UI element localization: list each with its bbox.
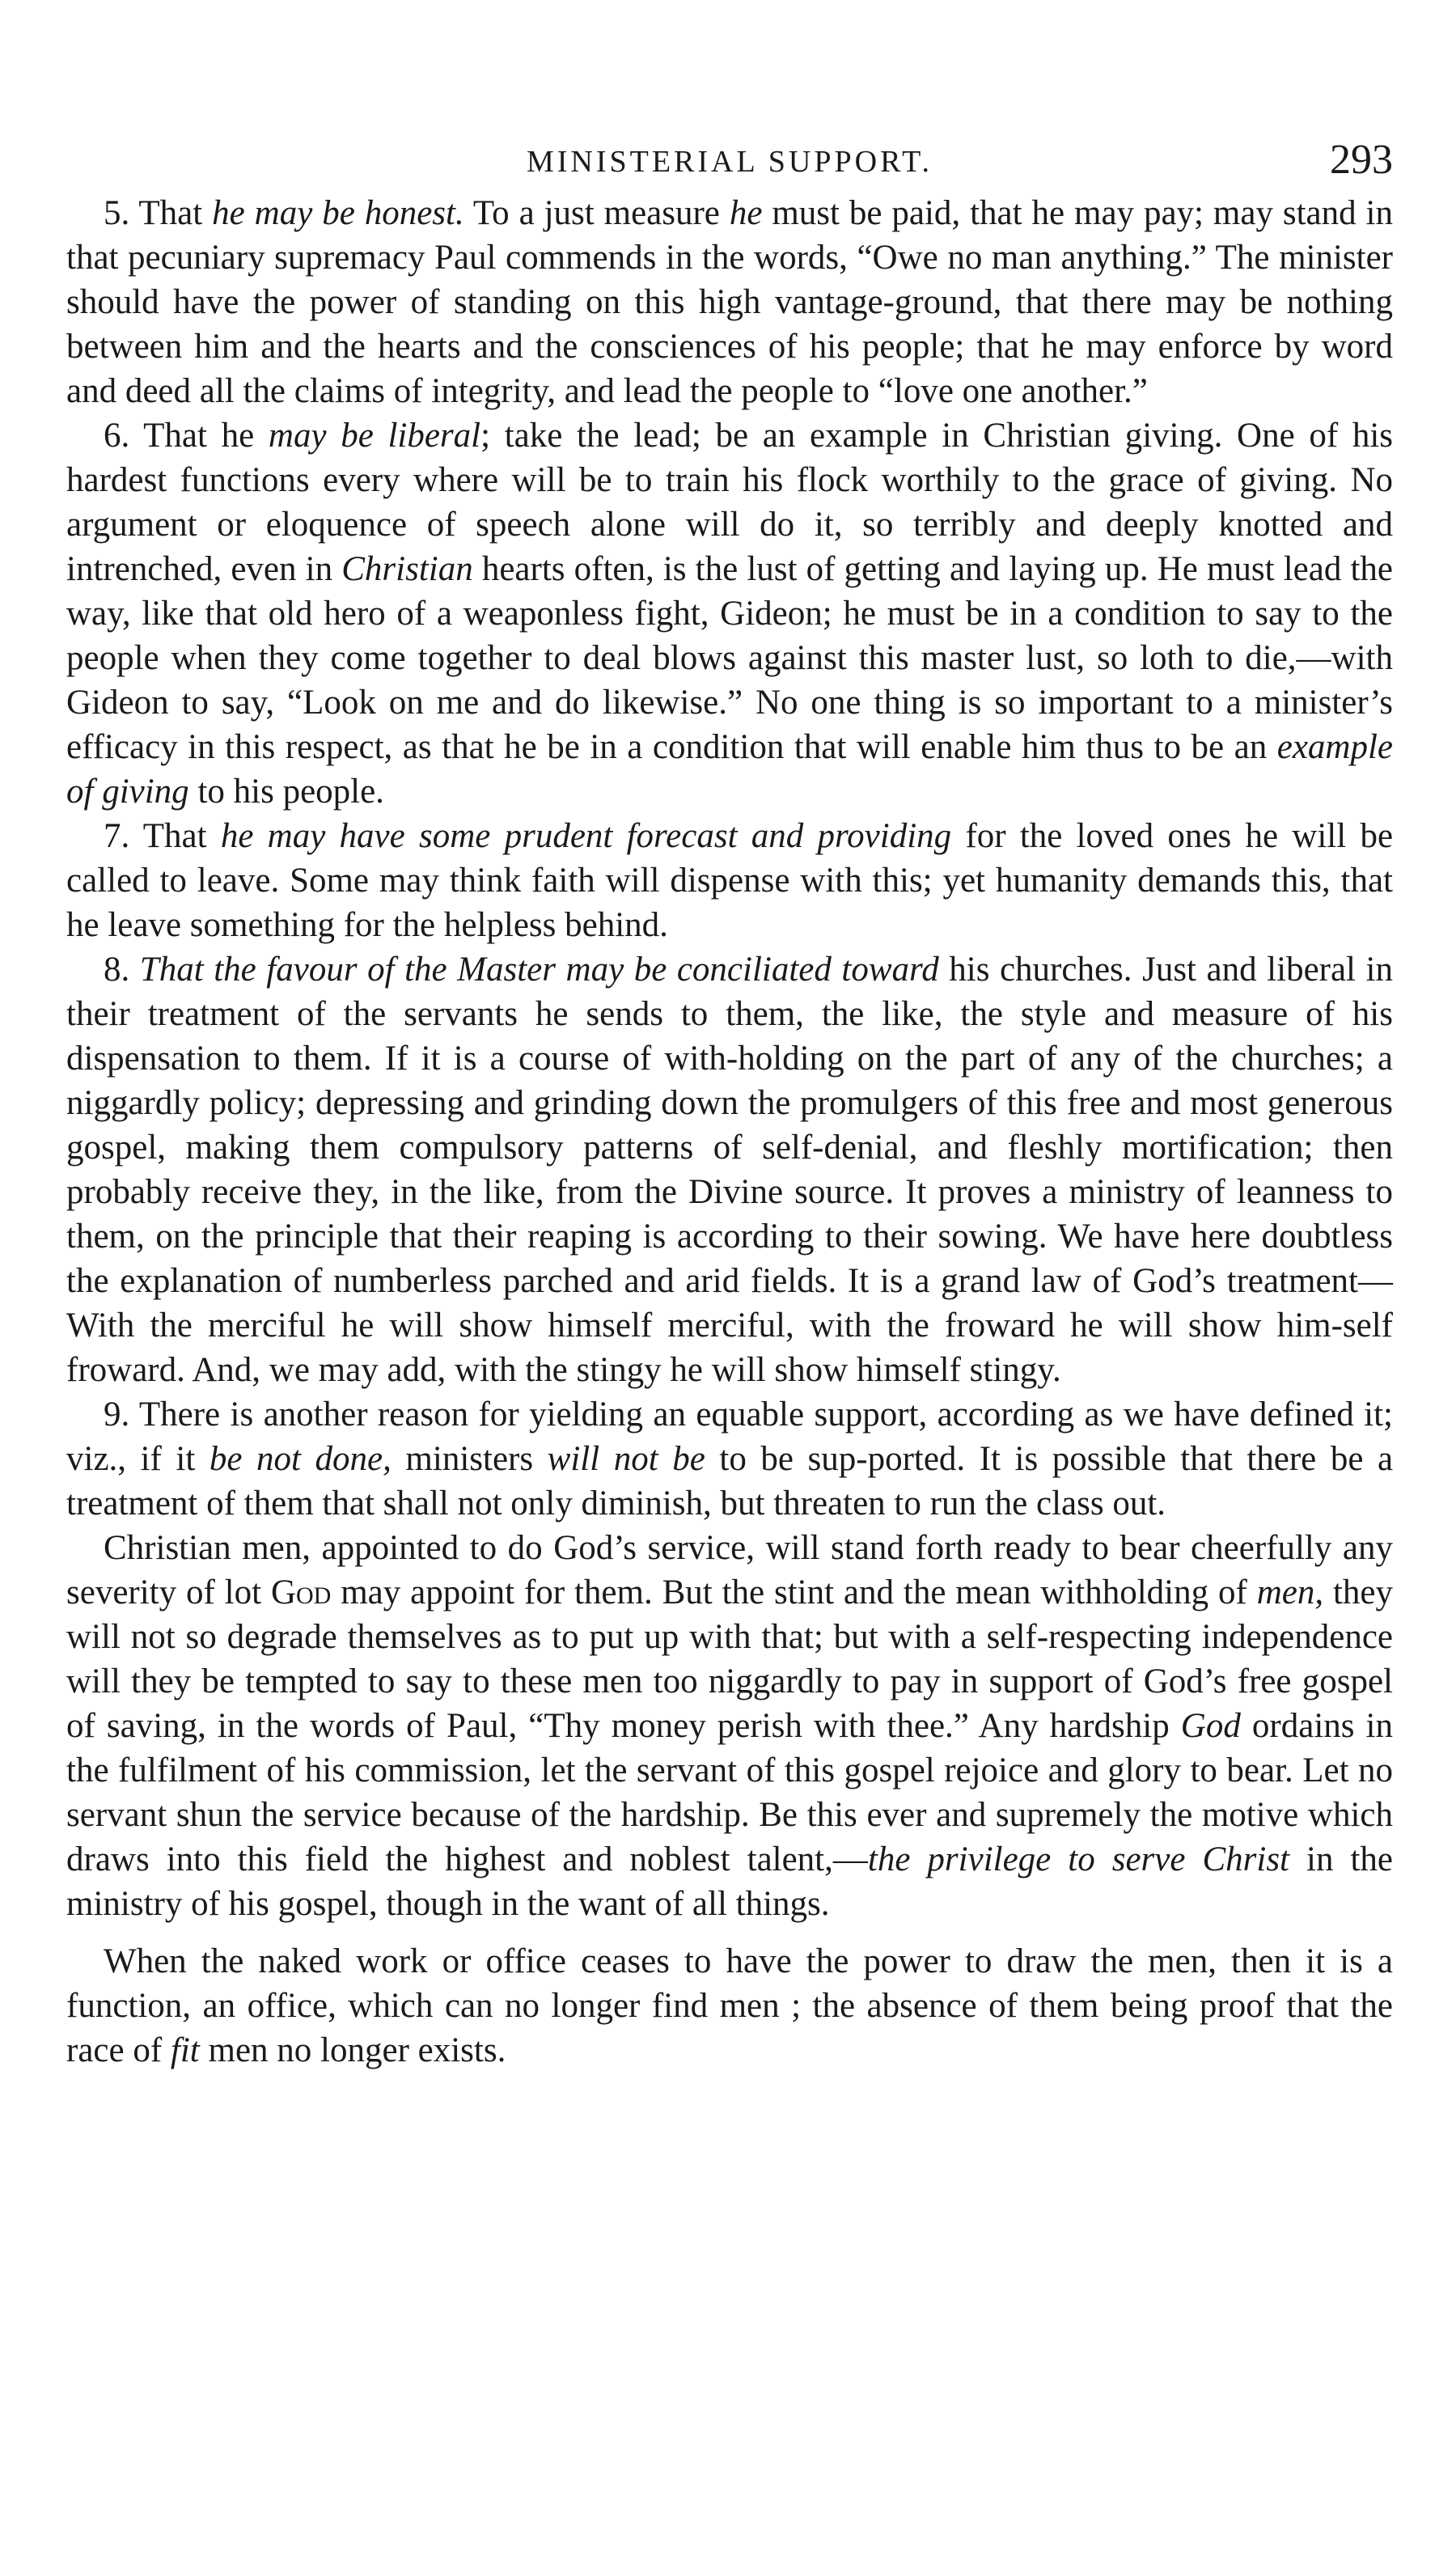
paragraph-5 (66, 191, 1393, 413)
italic-run: be not done, (209, 1440, 392, 1478)
running-title: MINISTERIAL SUPPORT. (526, 145, 933, 179)
paragraph-11 (66, 1939, 1393, 2073)
text-run: ministers (405, 1440, 534, 1478)
text-run: his churches. Just and liberal in their treatment of the servants he sends to them, the like, the style and measure of his dispensation to them. If it is a course of with-holding on the part of any of the churches; a niggardly policy; depressing and grinding down the promulgers of this free and most generous gospel, making them compulsory patterns of self-denial, and fleshly mortification; then probably receive they, in the like, from the Divine source. It proves a ministry of leanness to them, on the principle that their reaping is according to their sowing. We have here doubtless the explanation of numberless parched and arid fields. It is a grand law of God’s treatment—With the merciful he will show himself merciful, with the froward he will show him-self froward. And, we may add, with the stingy he will show himself stingy. (66, 951, 1393, 1389)
text-run: ordains in the fulfilment of his commission, let the servant of this gospel rejoice and glory to bear. Let no servant shun the service because of the hardship. Be this ever and supremely the motive which draws into this field the highest and noblest talent,— (66, 1707, 1394, 1878)
italic-run: example of giving (66, 728, 1393, 811)
page-number: 293 (1330, 137, 1393, 183)
paragraph-number: 9. (104, 1395, 130, 1434)
italic-run: he may be honest. (212, 194, 464, 232)
italic-run: may be liberal (268, 417, 481, 455)
paragraph-7 (66, 814, 1393, 947)
paragraph-10 (66, 1526, 1393, 1926)
text-run: to his people. (197, 773, 384, 811)
text-run: That (138, 194, 203, 232)
text-run: When the naked work or office ceases to have the power to draw the men, then it is a function, an office, which can no longer find men ; the absence of them being proof that the race of (66, 1942, 1393, 2069)
text-run: to be sup-ported. It is possible that there be a treatment of them that shall not only diminish, but threaten to run the class out. (66, 1440, 1394, 1523)
italic-run: he (729, 194, 763, 232)
paragraph-9 (66, 1392, 1393, 1526)
italic-run: will not be (547, 1440, 705, 1478)
text-run: men no longer exists. (208, 2031, 506, 2069)
text-run: in the ministry of his gospel, though in the want of all things. (66, 1840, 1394, 1923)
text-run: Christian men, appointed to do God’s service, will stand forth ready to bear cheerfully any severity of lot (66, 1529, 1393, 1611)
italic-run: men, (1256, 1573, 1324, 1611)
italic-run: he may have some prudent forecast and providing (220, 817, 952, 855)
running-header (66, 121, 1393, 186)
text-run: To a just measure (472, 194, 720, 232)
italic-run: God (1180, 1707, 1241, 1745)
text-run: they will not so degrade themselves as to put up with that; but with a self-respecting independence will they be tempted to say to these men too niggardly to pay in support of God’s free gospel of saving, in the words of Paul, “Thy money perish with thee.” Any hardship (66, 1573, 1393, 1745)
text-run: may appoint for them. But the stint and the mean withholding of (341, 1573, 1247, 1611)
text-run: must be paid, that he may pay; may stand in that pecuniary supremacy Paul commends in the words, “Owe no man anything.” The minister should have the power of standing on this high vantage-ground, that there may be nothing between him and the hearts and the consciences of his people; that he may enforce by word and deed all the claims of integrity, and lead the people to “love one another.” (66, 194, 1393, 410)
paragraph-number: 7. (104, 817, 130, 855)
text-run: There is another reason for yielding an equable support, according as we have defined it; viz., if it (66, 1395, 1393, 1478)
italic-run: That the favour of the Master may be conciliated toward (139, 951, 939, 989)
italic-run: fit (170, 2031, 200, 2069)
paragraph-number: 8. (104, 951, 130, 989)
text-run: for the loved ones he will be called to leave. Some may think faith will dispense with this; yet humanity demands this, that he leave something for the helpless behind. (66, 817, 1394, 944)
small-caps-run: God (270, 1573, 332, 1611)
text-run: That (142, 817, 207, 855)
text-run: hearts often, is the lust of getting and laying up. He must lead the way, like that old hero of a weaponless fight, Gideon; he must be in a condition to say to the people when they come together to deal blows against this master lust, so loth to die,—with Gideon to say, “Look on me and do likewise.” No one thing is so important to a minister’s efficacy in this respect, as that he be in a condition that will enable him thus to be an (66, 550, 1394, 766)
paragraph-number: 6. (104, 417, 130, 455)
italic-run: the privilege to serve Christ (867, 1840, 1289, 1878)
paragraph-6 (66, 413, 1393, 814)
page-body (66, 191, 1393, 2073)
paragraph-number: 5. (104, 194, 130, 232)
text-run: That he (143, 417, 255, 455)
text-run: ; take the lead; be an example in Christian giving. One of his hardest functions every where will be to train his flock worthily to the grace of giving. No argument or eloquence of speech alone will do it, so terribly and deeply knotted and intrenched, even in (66, 417, 1394, 588)
italic-run: Christian (341, 550, 473, 588)
paragraph-8 (66, 947, 1393, 1392)
book-page (66, 121, 1393, 2073)
